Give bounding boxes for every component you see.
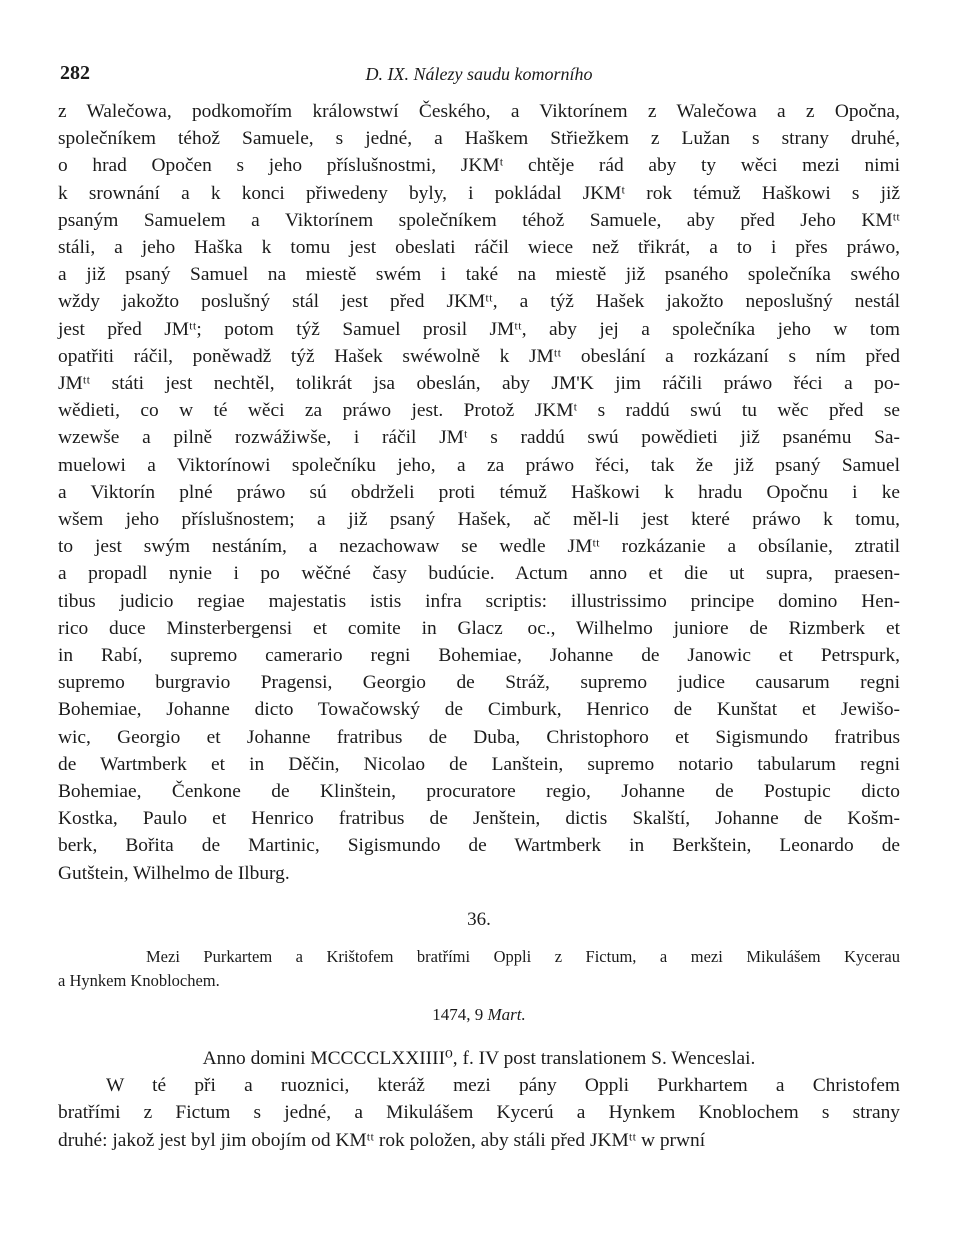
text-line: wzewše a pilně rozwážiwše, i ráčil JMᵗ s raddú swú powědieti již psanému Sa- xyxy=(58,427,900,449)
text-line: k srownání a k konci přiwedeny byly, i pokládal JKMᵗ rok témuž Haškowi s již xyxy=(58,182,900,204)
text-line: wždy jakožto poslušný stál jest před JKMᵗᵗ, a týž Hašek jakožto neposlušný nestál xyxy=(58,291,900,313)
text-line: z Walečowa, podkomořím králowstwí Českého, a Viktorínem z Walečowa a z Opočna, xyxy=(58,101,900,122)
text-line: to jest swým nestáním, a nezachowaw se wedle JMᵗᵗ rozkázanie a obsílanie, ztratil xyxy=(58,536,900,558)
text-line: rico duce Minsterbergensi et comite in Glacz oc., Wilhelmo juniore de Rizmberk et xyxy=(58,617,900,639)
book-page xyxy=(58,62,900,1232)
main-text-paragraph xyxy=(58,98,900,887)
text-line: in Rabí, supremo camerario regni Bohemiae, Johanne de Janowic et Petrspurk, xyxy=(58,645,900,667)
text-line: a již psaný Samuel na miestě swém i také na miestě již psaného společníka swého xyxy=(58,264,900,286)
text-line: o hrad Opočen s jeho příslušnostmi, JKMᵗ chtěje rád aby ty wěci mezi nimi xyxy=(58,155,900,177)
date-text: 1474, 9 xyxy=(432,1004,488,1024)
text-line: druhé: jakož jest byl jim obojím od KMᵗᵗ rok položen, aby stáli před JKMᵗᵗ w prwní xyxy=(58,1129,706,1151)
text-line: Bohemiae, Čenkone de Klinštein, procuratore regio, Johanne de Postupic dicto xyxy=(58,781,900,803)
running-title: D. IX. Nálezy saudu komorního xyxy=(365,64,593,84)
text-line: jest před JMᵗᵗ; potom týž Samuel prosil JMᵗᵗ, aby jej a společníka jeho w tom xyxy=(58,318,900,340)
text-line: tibus judicio regiae majestatis istis infra scriptis: illustrissimo principe domino Hen- xyxy=(58,590,900,612)
text-line: berk, Bořita de Martinic, Sigismundo de Wartmberk in Berkštein, Leonardo de xyxy=(58,835,900,857)
text-line: stáli, a jeho Haška k tomu jest obeslati ráčil wiece než třikrát, a to i přes práwo, xyxy=(58,237,900,259)
text-line: bratřími z Fictum s jedné, a Mikulášem Kycerú a Hynkem Knoblochem s strany xyxy=(58,1102,900,1124)
regest-line: Mezi Purkartem a Krištofem bratřími Oppli z Fictum, a mezi Mikulášem Kycerau xyxy=(146,946,900,966)
regest-line: a Hynkem Knoblochem. xyxy=(58,970,220,990)
document-text-paragraph xyxy=(58,1045,900,1154)
text-line: Kostka, Paulo et Henrico fratribus de Jenštein, dictis Skalští, Johanne de Košm- xyxy=(58,808,900,830)
text-line: de Wartmberk et in Děčin, Nicolao de Lanštein, supremo notario tabularum regni xyxy=(58,753,900,775)
text-line: wědieti, co w té wěci za práwo jest. Protož JKMᵗ s raddú swú tu wěc před se xyxy=(58,400,900,422)
text-line: psaným Samuelem a Viktorínem společníkem téhož Samuele, aby před Jeho KMᵗᵗ xyxy=(58,209,900,231)
text-line: opatřiti ráčil, poněwadž týž Hašek swéwolně k JMᵗᵗ obeslání a rozkázaní s ním před xyxy=(58,345,900,367)
text-line: a Viktorín plné práwo sú obdrželi proti témuž Haškowi k hradu Opočnu i ke xyxy=(58,481,900,503)
text-line: supremo burgravio Pragensi, Georgio de Stráž, supremo judice causarum regni xyxy=(58,672,900,694)
text-line: Bohemiae, Johanne dicto Towačowský de Cimburk, Henrico de Kunštat et Jewišo- xyxy=(58,699,900,721)
text-line: W té při a ruoznici, kteráž mezi pány Oppli Purkhartem a Christofem xyxy=(106,1075,900,1097)
page-number: 282 xyxy=(60,62,90,84)
date-month: Mart. xyxy=(487,1004,526,1024)
text-line: společníkem téhož Samuele, s jedné, a Haškem Střiežkem z Lužan s strany druhé, xyxy=(58,128,900,150)
text-line: Anno domini MCCCCLXXIIII⁰, f. IV post translationem S. Wenceslai. xyxy=(202,1047,756,1069)
section-number: 36. xyxy=(467,908,491,930)
section-regest xyxy=(58,945,900,993)
text-line: JMᵗᵗ státi jest nechtěl, tolikrát jsa obeslán, aby JM'K jim ráčili práwo řéci a po- xyxy=(58,373,900,395)
text-line: wic, Georgio et Johanne fratribus de Duba, Christophoro et Sigismundo fratribus xyxy=(58,726,900,748)
text-line: a propadl nynie i po wěčné časy budúcie. Actum anno et die ut supra, praesen- xyxy=(58,563,900,585)
page-header xyxy=(58,62,900,92)
section-date xyxy=(58,1005,900,1031)
text-line: wšem jeho příslušnostem; a již psaný Hašek, ač měl-li jest které práwo k tomu, xyxy=(58,509,900,531)
text-line: muelowi a Viktorínowi společníku jeho, a za práwo řéci, tak že již psaný Samuel xyxy=(58,454,900,476)
text-line: Gutštein, Wilhelmo de Ilburg. xyxy=(58,862,290,884)
